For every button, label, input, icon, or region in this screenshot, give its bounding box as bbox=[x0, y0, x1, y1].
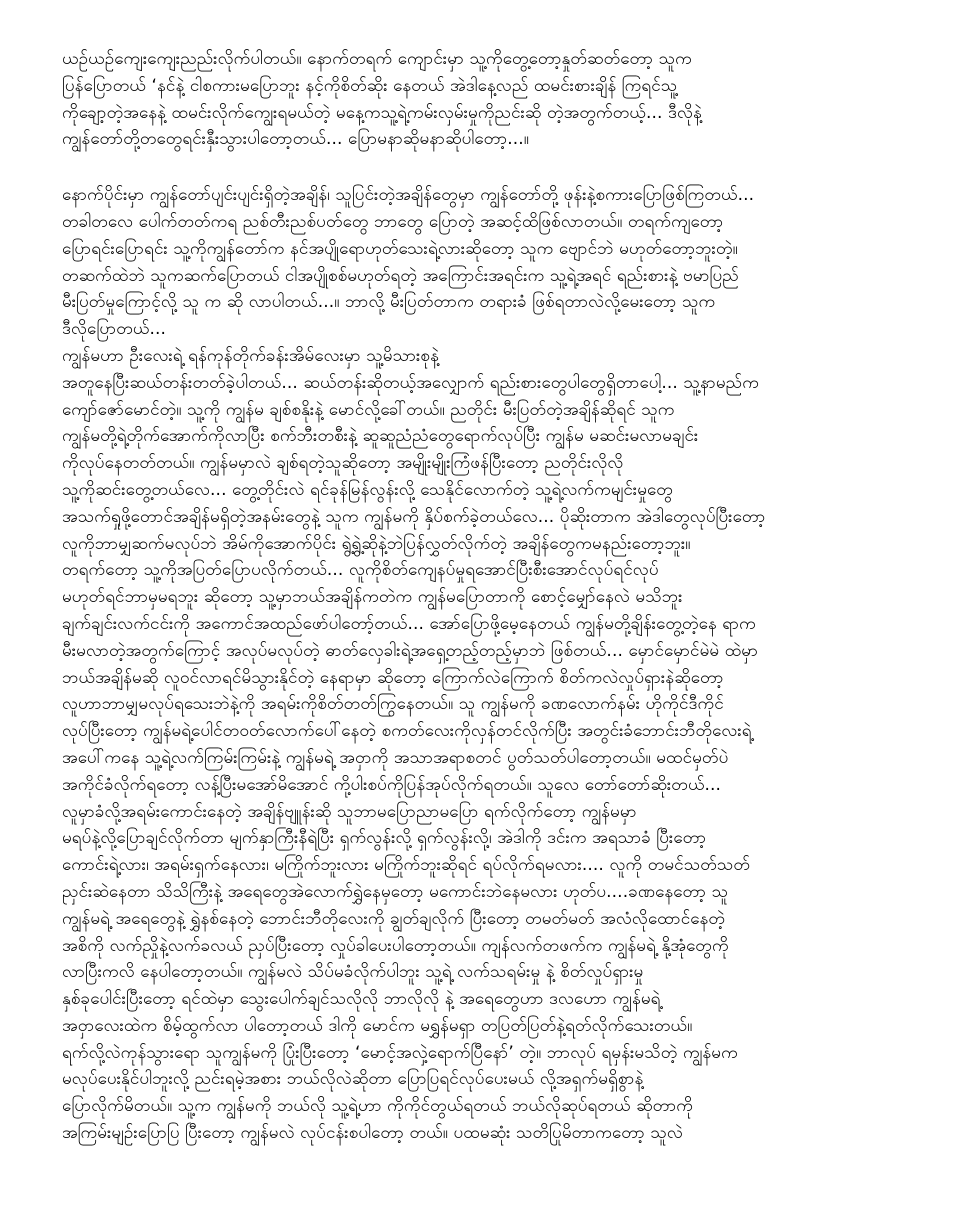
text-line: အကိုင်ခံလိုက်ရတော့ လန့်ပြီးမအော်မိအောင် ကို့ပါးစပ်ကိုပြန်အုပ်လိုက်ရတယ်။ သူလေ တော်တော်ဆိုးတယ်... bbox=[62, 774, 722, 795]
text-line: ရက်လို့လဲကုန်သွားရော သူကျွန်မကို ပြုံးပြီးတော့ ‘မောင့်အလှဲ့ရောက်ပြီနော်’ တဲ့။ ဘာလုပ် ရမှန်းမသိတဲ့ ကျွန်မက bbox=[62, 1042, 738, 1063]
text-line: တခါတလေ ပေါက်တတ်ကရ ညစ်တီးညစ်ပတ်တွေ ဘာတွေ ပြောတဲ့ အဆင့်ထိဖြစ်လာတယ်။ တရက်ကျတော့ bbox=[62, 211, 724, 232]
text-line: ပြောလိုက်မိတယ်။ သူ့က ကျွန်မကို ဘယ်လို သူ့ရဲ့ဟာ ကိုကိုင်တွယ်ရတယ် ဘယ်လိုဆုပ်ရတယ် ဆိုတာကို bbox=[62, 1096, 694, 1117]
text-line: မီးမလာတဲ့အတွက်ကြောင့် အလုပ်မလုပ်တဲ့ ဓာတ်လှေခါးရဲ့အရှေ့တည့်တည့်မှာဘဲ ဖြစ်တယ်... မှောင်မှောင်မဲမဲ ထဲမှာ bbox=[62, 640, 759, 661]
text-line: ယဉ်ယဉ်ကျေးကျေးညည်းလိုက်ပါတယ်။ နောက်တရက် ကျောင်းမှာ သူ့ကိုတွေ့တော့နှုတ်ဆတ်တော့ သူက bbox=[62, 49, 692, 69]
text-line: ကျွန်မတို့ရဲ့တိုက်အောက်ကိုလာပြီး စက်ဘီးတစီးနဲ့ ဆူဆူညံညံတွေရောက်လုပ်ပြီး ကျွန်မ မဆင်းမလာမချင်း bbox=[62, 426, 699, 447]
text-line: မရပ်နဲ့လို့ပြောချင်လိုက်တာ မျက်နှာကြီးနီရဲပြီး ရှက်လွန်းလို့ ရှက်လွန်းလို့၊ အဲဒါကို ဒင်းက အရသာခံ ပြီးတော့ bbox=[62, 828, 707, 849]
text-line: ဘယ်အချိန်မဆို လူဝင်လာရင်မိသွားနိုင်တဲ့ နေရာမှာ ဆိုတော့ ကြောက်လဲကြောက် စိတ်ကလဲလှုပ်ရှားနဲဆိုတော့ bbox=[62, 667, 724, 688]
text-line: လူမှာခံလို့အရမ်းကောင်းနေတဲ့ အချိန်ဗျူန်းဆို သူဘာမပြောညာမပြော ရက်လိုက်တော့ ကျွန်မမှာ bbox=[62, 801, 637, 822]
text-line: လာပြီးကလိ နေပါတော့တယ်။ ကျွန်မလဲ သိပ်မခံလိုက်ပါဘူး သူ့ရဲ့ လက်သရမ်းမှု နဲ့ စိတ်လှုပ်ရှားမှု bbox=[62, 962, 644, 983]
text-line: ချက်ချင်းလက်ငင်းကို အကောင်အထည်ဖော်ပါတော့်တယ်... အော်ပြောဖို့မေ့နေတယ် ကျွန်မတို့ချိန်းတွေ့တဲ့နေ ရာက bbox=[62, 613, 756, 634]
text-line: ညှင်းဆဲနေတာ သိသိကြီးနဲ့ အရေတွေအဲလောက်ရွှဲနေမှတော့ မကောင်းဘဲနေမလား ဟုတ်ပ....ခဏနေတော့ သူ bbox=[62, 881, 729, 902]
text-line: ကိုချော့တဲ့အနေနဲ့ ထမင်းလိုက်ကျွေးရမယ်တဲ့ မနေ့ကသူ့ရဲ့ကမ်းလှမ်းမှုကိုညင်းဆို တဲ့အတွက်တယ့်... ဒီလိုနဲ့ bbox=[62, 102, 702, 123]
text-line: ကျွန်မဟာ ဦးလေးရဲ့ ရန်ကုန်တိုက်ခန်းအိမ်လေးမှာ သူ့မိသားစုနဲ့ bbox=[62, 345, 439, 366]
text-line: နှစ်ခုပေါင်းပြီးတော့ ရင်ထဲမှာ သွေးပေါက်ချင်သလိုလို ဘာလိုလို နဲ့ အရေတွေဟာ ဒလဟော ကျွန်မရဲ့ bbox=[62, 989, 661, 1010]
text-line: ဒီလိုပြောတယ်... bbox=[62, 319, 166, 340]
text-line: အဝှာလေးထဲက စိမ့်ထွက်လာ ပါတော့တယ် ဒါကို မောင်က မရွှန်မရှာ တပြတ်ပြတ်နဲ့ရတ်လိုက်သေးတယ်။ bbox=[62, 1015, 693, 1036]
text-line: ကျွန်တော်တို့တတွေရင်းနှီးသွားပါတော့တယ်... ပြောမနာဆိုမနာဆိုပါတော့...။ bbox=[62, 129, 530, 150]
text-line: အပေါ်ကနေ သူ့ရဲ့လက်ကြမ်းကြမ်းနဲ့ ကျွန်မရဲ့ အဝှာကို အသာအရာစတင် ပွတ်သတ်ပါတော့တယ်။ မထင်မှတ်ပဲ bbox=[62, 747, 729, 768]
text-line: ကောင်းရဲ့လား၊ အရမ်းရှက်နေလား၊ မကြိုက်ဘူးလား မကြိုက်ဘူးဆိုရင် ရပ်လိုက်ရမလား.... လူကို တမင်သတ်သတ် bbox=[62, 855, 751, 876]
paragraph-2 bbox=[62, 182, 902, 1147]
text-line: တရက်တော့ သူ့ကိုအပြတ်ပြောပလိုက်တယ်... လူကိုစိတ်ကျေနပ်မှုရအောင်ပြီးစီးအောင်လုပ်ရင်လုပ် bbox=[62, 560, 659, 581]
paragraph-1 bbox=[62, 46, 902, 153]
text-line: အသက်ရှုဖို့တောင်အချိန်မရှိတဲ့အနမ်းတွေနဲ့ သူက ကျွန်မကို နှိပ်စက်ခဲ့တယ်လေ... ပိုဆိုးတာက အဲဒါတွေလုပ်ပြီးတော့ bbox=[62, 506, 766, 527]
text-line: ကျွန်မရဲ့ အရေတွေနဲ့ ရွှဲနစ်နေတဲ့ ဘောင်းဘီတိုလေးကို ချွတ်ချလိုက် ပြီးတော့ တမတ်မတ် အလံလိုထောင်နေတဲ့ bbox=[62, 908, 726, 929]
text-line: အစိကို လက်ညှိုနဲ့လက်ခလယ် ညှပ်ပြီးတော့ လှုပ်ခါပေးပါတော့တယ်။ ကျန်လက်တဖက်က ကျွန်မရဲ့ နို့အုံတွေကို bbox=[62, 935, 729, 956]
text-line: သူ့ကိုဆင်းတွေ့တယ်လေ... တွေ့တိုင်းလဲ ရင်ခုန်မြန်လွန်းလို့ သေနိုင်လောက်တဲ့ သူ့ရဲ့လက်ကမျင်းမှုတွေ bbox=[62, 479, 673, 500]
text-line: အကြမ်းမျဉ်းပြောပြ ပြီးတော့ ကျွန်မလဲ လုပ်ငန်းစပါတော့ တယ်။ ပထမဆုံး သတိပြုမိတာကတော့ သူလဲ bbox=[62, 1123, 683, 1144]
text-line: နောက်ပိုင်းမှာ ကျွန်တော်ပျင်းပျင်းရှိတဲ့အချိန်၊ သူပြင်းတဲ့အချိန်တွေမှာ ကျွန်တော်တို့ ဖုန်းနဲ့စကားပြောဖြစ်ကြတယ်... bbox=[62, 185, 755, 206]
text-line: မလုပ်ပေးနိုင်ပါဘူးလို့ ညင်းရမဲ့အစား ဘယ်လိုလဲဆိုတာ ပြောပြရင်လုပ်ပေးမယ် လို့အရှက်မရှိစွာနဲ့ bbox=[62, 1069, 644, 1090]
text-line: အတူနေပြီးဆယ်တန်းတတ်ခဲ့ပါတယ်... ဆယ်တန်းဆိုတယ့်အလျှောက် ရည်းစားတွေပါတွေရှိတာပေါ့... သူ့နာမည်က bbox=[62, 372, 759, 393]
text-line: ပြန်ပြောတယ် ‘နင်နဲ့ ငါစကားမပြောဘူး နင့်ကိုစိတ်ဆိုး နေတယ် အဲဒါနေ့လည် ထမင်းစားချိန် ကြရင်သူ့ bbox=[62, 75, 678, 96]
text-line: ပြောရင်းပြောရင်း သူ့ကိုကျွန်တော်က နင်အပျိုရောဟုတ်သေးရဲ့လားဆိုတော့ သူက ဗျောင်ဘဲ မဟုတ်တော့ဘူးတဲ့။ bbox=[62, 238, 738, 259]
text-line: တဆက်ထဲဘဲ သူကဆက်ပြောတယ် ငါအပျိုစစ်မဟုတ်ရတဲ့ အကြောင်းအရင်းက သူ့ရဲ့အရင် ရည်းစားနဲ့ ဗမာပြည် bbox=[62, 265, 739, 286]
text-line: လူဟာဘာမျှမလုပ်ရသေးဘဲနဲ့ကို အရမ်းကိုစိတ်တတ်ကြွနေတယ်။ သူ ကျွန်မကို ခဏလောက်နမ်း ဟိုကိုင်ဒီကိုင် bbox=[62, 694, 724, 715]
text-line: မီးပြတ်မှုကြောင့်လို့ သူ က ဆို လာပါတယ်...။ ဘာလို့ မီးပြတ်တာက တရားခံ ဖြစ်ရတာလဲလို့မေးတော့ သူက bbox=[62, 292, 716, 313]
text-line: ကျော်ဇော်မောင်တဲ့။ သူ့ကို ကျွန်မ ချစ်စနိုးနဲ့ မောင်လို့ခေါ်တယ်။ ညတိုင်း မီးပြတ်တဲ့အချိန်ဆိုရင် သူက bbox=[62, 399, 675, 420]
text-line: လုပ်ပြီးတော့ ကျွန်မရဲ့ပေါင်တဝတ်လောက်ပေါ်နေတဲ့ စကတ်လေးကိုလှန်တင်လိုက်ပြီး အတွင်းခံဘောင်းဘီတိုလေးရဲ့ bbox=[62, 721, 752, 742]
text-line: ကိုလုပ်နေတတ်တယ်။ ကျွန်မမှာလဲ ချစ်ရတဲ့သူဆိုတော့ အမျိုးမျိုးကြံဖန်ပြီးတော့ ညတိုင်းလိုလို bbox=[62, 453, 624, 474]
text-line: မဟုတ်ရင်ဘာမှမရဘူး ဆိုတော့ သူ့မှာဘယ်အချိန်ကတဲက ကျွန်မပြောတာကို စောင့်မျှော်နေလဲ မသိဘူး bbox=[62, 587, 683, 608]
text-line: လူကိုဘာမျှဆက်မလုပ်ဘဲ အိမ်ကိုအောက်ပိုင်း ရွဲ့ရွဲ့ဆိုနဲ့ဘဲပြန်လွှတ်လိုက်တဲ့ အချိန်တွေကမနည်းတော့ဘူး။ bbox=[62, 533, 691, 554]
